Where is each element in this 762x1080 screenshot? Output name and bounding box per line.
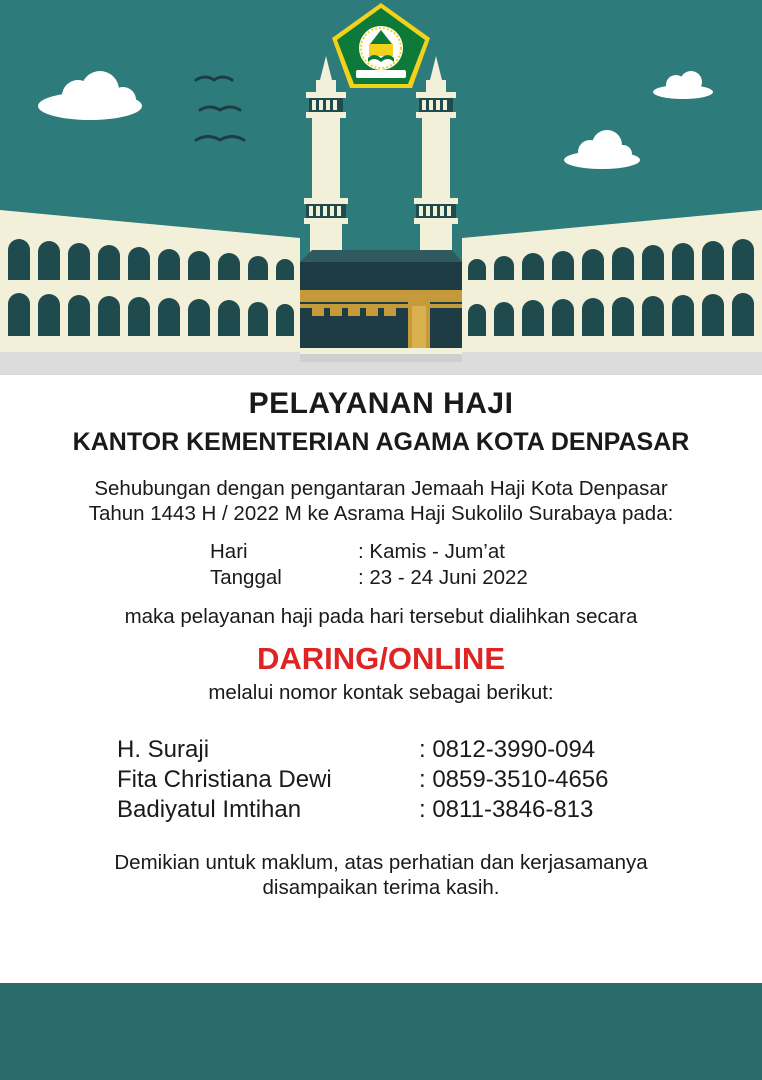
contact-phone: : 0812-3990-094 [419, 736, 596, 763]
closing-line: Demikian untuk maklum, atas perhatian dan kerjasamanya [114, 851, 648, 874]
contact-intro-text: melalui nomor kontak sebagai berikut: [208, 681, 554, 704]
schedule-row-day [210, 539, 528, 565]
schedule-block [210, 539, 528, 591]
intro-line: Tahun 1443 H / 2022 M ke Asrama Haji Sukolilo Surabaya pada: [88, 502, 674, 525]
contact-phone: : 0859-3510-4656 [419, 766, 609, 793]
contact-name: Badiyatul Imtihan [117, 796, 302, 823]
contact-row [117, 795, 609, 825]
schedule-value: : 23 - 24 Juni 2022 [358, 566, 528, 589]
contact-row [117, 765, 609, 795]
schedule-value: : Kamis - Jum’at [358, 540, 505, 563]
office-name: KANTOR KEMENTERIAN AGAMA KOTA DENPASAR [72, 428, 690, 456]
intro-line: Sehubungan dengan pengantaran Jemaah Haji Kota Denpasar [94, 477, 668, 500]
hero-illustration [0, 0, 762, 375]
contact-name: Fita Christiana Dewi [117, 766, 332, 793]
announcement-body [0, 375, 762, 983]
footer-band [0, 983, 762, 1080]
intro-text [0, 476, 762, 526]
page-title: PELAYANAN HAJI [248, 387, 514, 420]
schedule-label: Tanggal [210, 566, 282, 589]
schedule-row-date [210, 565, 528, 591]
redirect-text: maka pelayanan haji pada hari tersebut dialihkan secara [124, 605, 638, 628]
contact-row [117, 735, 609, 765]
online-highlight: DARING/ONLINE [257, 641, 505, 676]
contact-phone: : 0811-3846-813 [419, 796, 594, 823]
kaaba-icon [300, 250, 462, 362]
contact-name: H. Suraji [117, 736, 210, 763]
closing-line: disampaikan terima kasih. [262, 876, 500, 899]
closing-text [0, 850, 762, 900]
schedule-label: Hari [210, 540, 248, 563]
contact-list [117, 735, 609, 825]
